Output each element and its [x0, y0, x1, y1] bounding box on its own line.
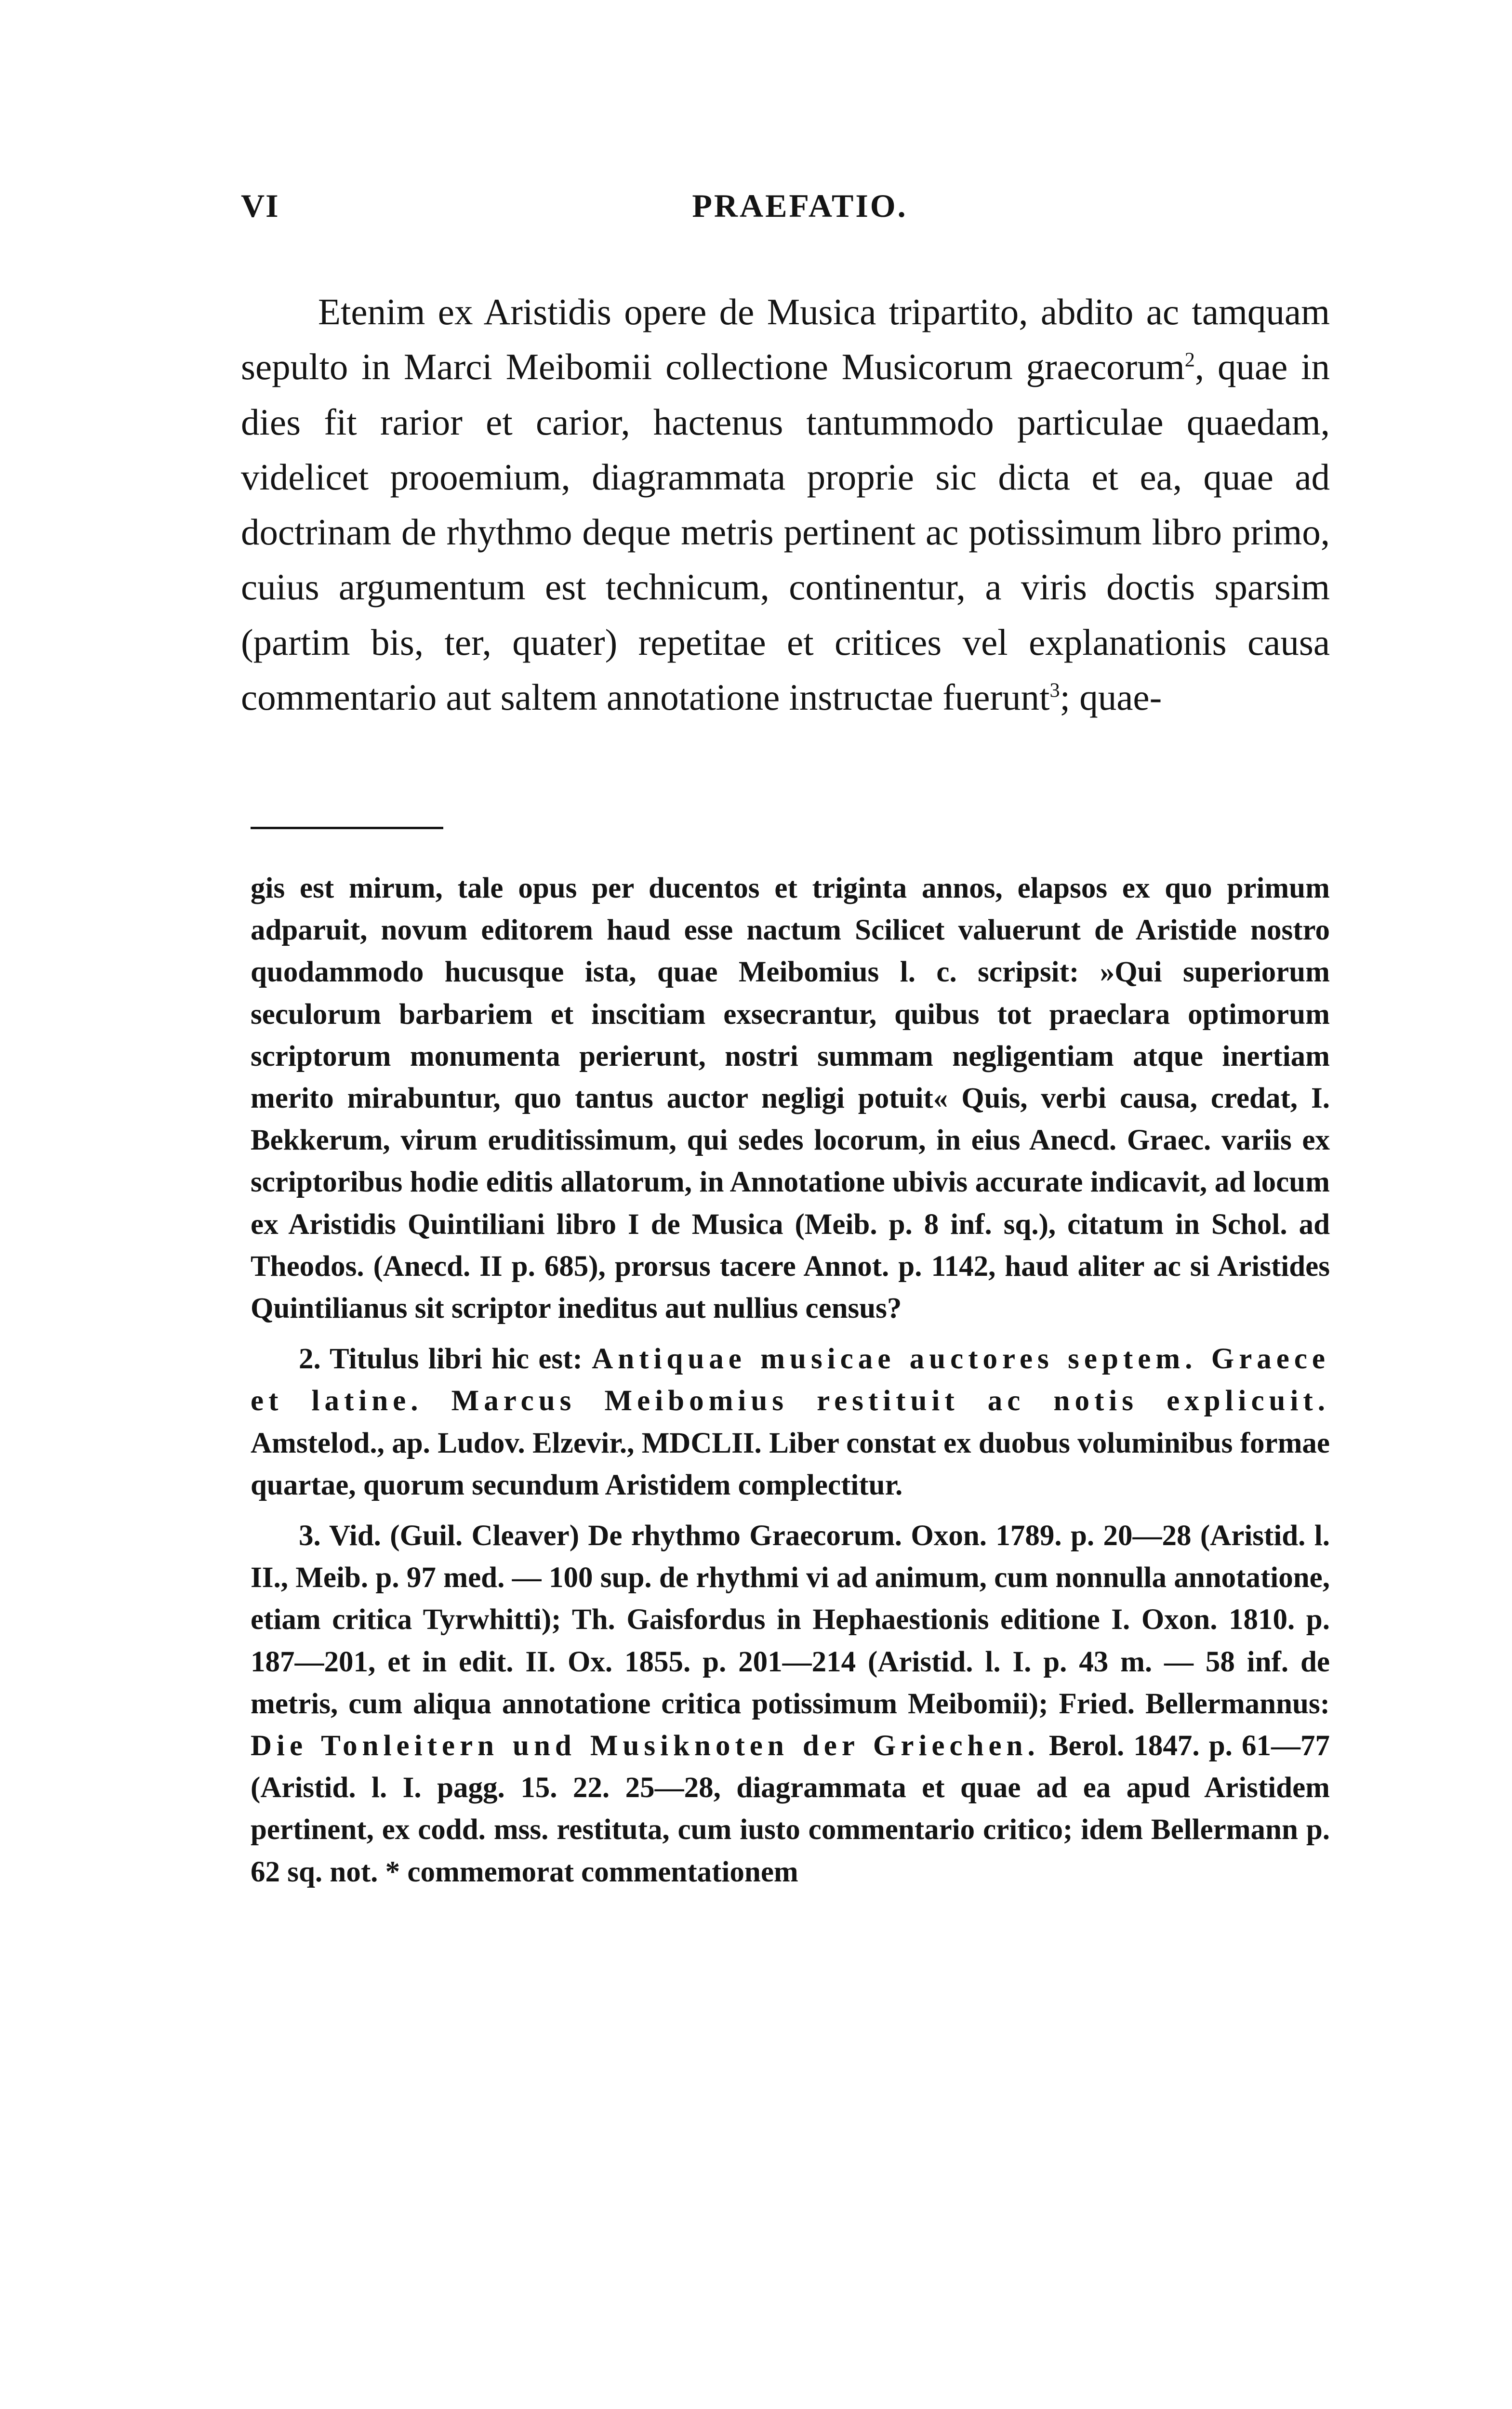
main-text — [241, 284, 1330, 725]
page-number: VI — [241, 187, 279, 224]
page-header — [241, 187, 1359, 235]
footnote-continued: gis est mirum, tale opus per ducentos et triginta annos, elapsos ex quo primum adparuit, novum editorem haud esse nactum Scilicet valuerunt de Aristide nostro quodammodo hucusque ista, quae Meibomius l. c. scripsit: »Qui superiorum seculorum barbariem et inscitiam exsecrantur, quibus tot praeclara optimorum scriptorum monumenta perierunt, nostri summam negligentiam atque inertiam merito mirabuntur, quo tantus auctor negligi potuit« Quis, verbi causa, credat, I. Bekkerum, virum eruditissimum, qui sedes locorum, in eius Anecd. Graec. variis ex scriptoribus hodie editis allatorum, in Annotatione ubivis accurate indicavit, ad locum ex Aristidis Quintiliani libro I de Musica (Meib. p. 8 inf. sq.), citatum in Schol. ad Theodos. (Anecd. II p. 685), prorsus tacere Annot. p. 1142, haud aliter ac si Aristides Quintilianus sit scriptor ineditus aut nullius census? — [251, 872, 1330, 1325]
running-title: PRAEFATIO. — [692, 187, 908, 224]
main-paragraph — [241, 284, 1330, 725]
footnote-ref-2: 2 — [1184, 348, 1195, 371]
footnote-2-lead: 2. Titulus libri hic est: — [299, 1343, 592, 1376]
footnote-2 — [251, 1338, 1330, 1506]
footnote-3-rest: Berol. 1847. p. 61—77 (Aristid. l. I. pagg. 15. 22. 25—28, diagrammata et quae ad ea apud Aristidem pertinent, ex codd. mss. restituta, cum iusto commentario critico; idem Bellermann p. 62 sq. not. * commemorat commentationem — [251, 1730, 1330, 1888]
footnote-2-rest: Amstelod., ap. Ludov. Elzevir., MDCLII. Liber constat ex duobus voluminibus formae quartae, quorum secundum Aristidem complectitur. — [251, 1427, 1330, 1501]
footnote-3 — [251, 1515, 1330, 1893]
footnote-3-title: Die Tonleitern und Musiknoten der Griechen. — [251, 1730, 1040, 1762]
main-text-part-1: Etenim ex Aristidis opere de Musica tripartito, abdito ac tamquam sepulto in Marci Meibomii collectione Musicorum graecorum — [241, 291, 1330, 388]
main-text-part-3: ; quae- — [1060, 676, 1162, 718]
footnote-separator — [251, 827, 443, 829]
footnote-3-lead: 3. Vid. (Guil. Cleaver) De rhythmo Graecorum. Oxon. 1789. p. 20—28 (Aristid. l. II., Meib. p. 97 med. — 100 sup. de rhythmi vi ad animum, cum nonnulla annotatione, etiam critica Tyrwhitti); Th. Gaisfordus in Hephaestionis editione I. Oxon. 1810. p. 187—201, et in edit. II. Ox. 1855. p. 201—214 (Aristid. l. I. p. 43 m. — 58 inf. de metris, cum aliqua annotatione critica potissimum Meibomii); Fried. Bellermannus: — [251, 1520, 1330, 1720]
footnote-2-title: Antiquae musicae auctores septem. Graece et latine. Marcus Meibomius restituit ac notis explicuit. — [251, 1343, 1330, 1417]
main-text-part-2: , quae in dies fit rarior et carior, hactenus tantummodo particulae quaedam, videlicet prooemium, diagrammata proprie sic dicta et ea, quae ad doctrinam de rhythmo deque metris pertinent ac potissimum libro primo, cuius argumentum est technicum, continentur, a viris doctis sparsim (partim bis, ter, quater) repetitae et critices vel explanationis causa commentario aut saltem annotatione instructae fuerunt — [241, 346, 1330, 718]
footnotes — [251, 867, 1330, 1902]
footnote-ref-3: 3 — [1049, 679, 1060, 702]
